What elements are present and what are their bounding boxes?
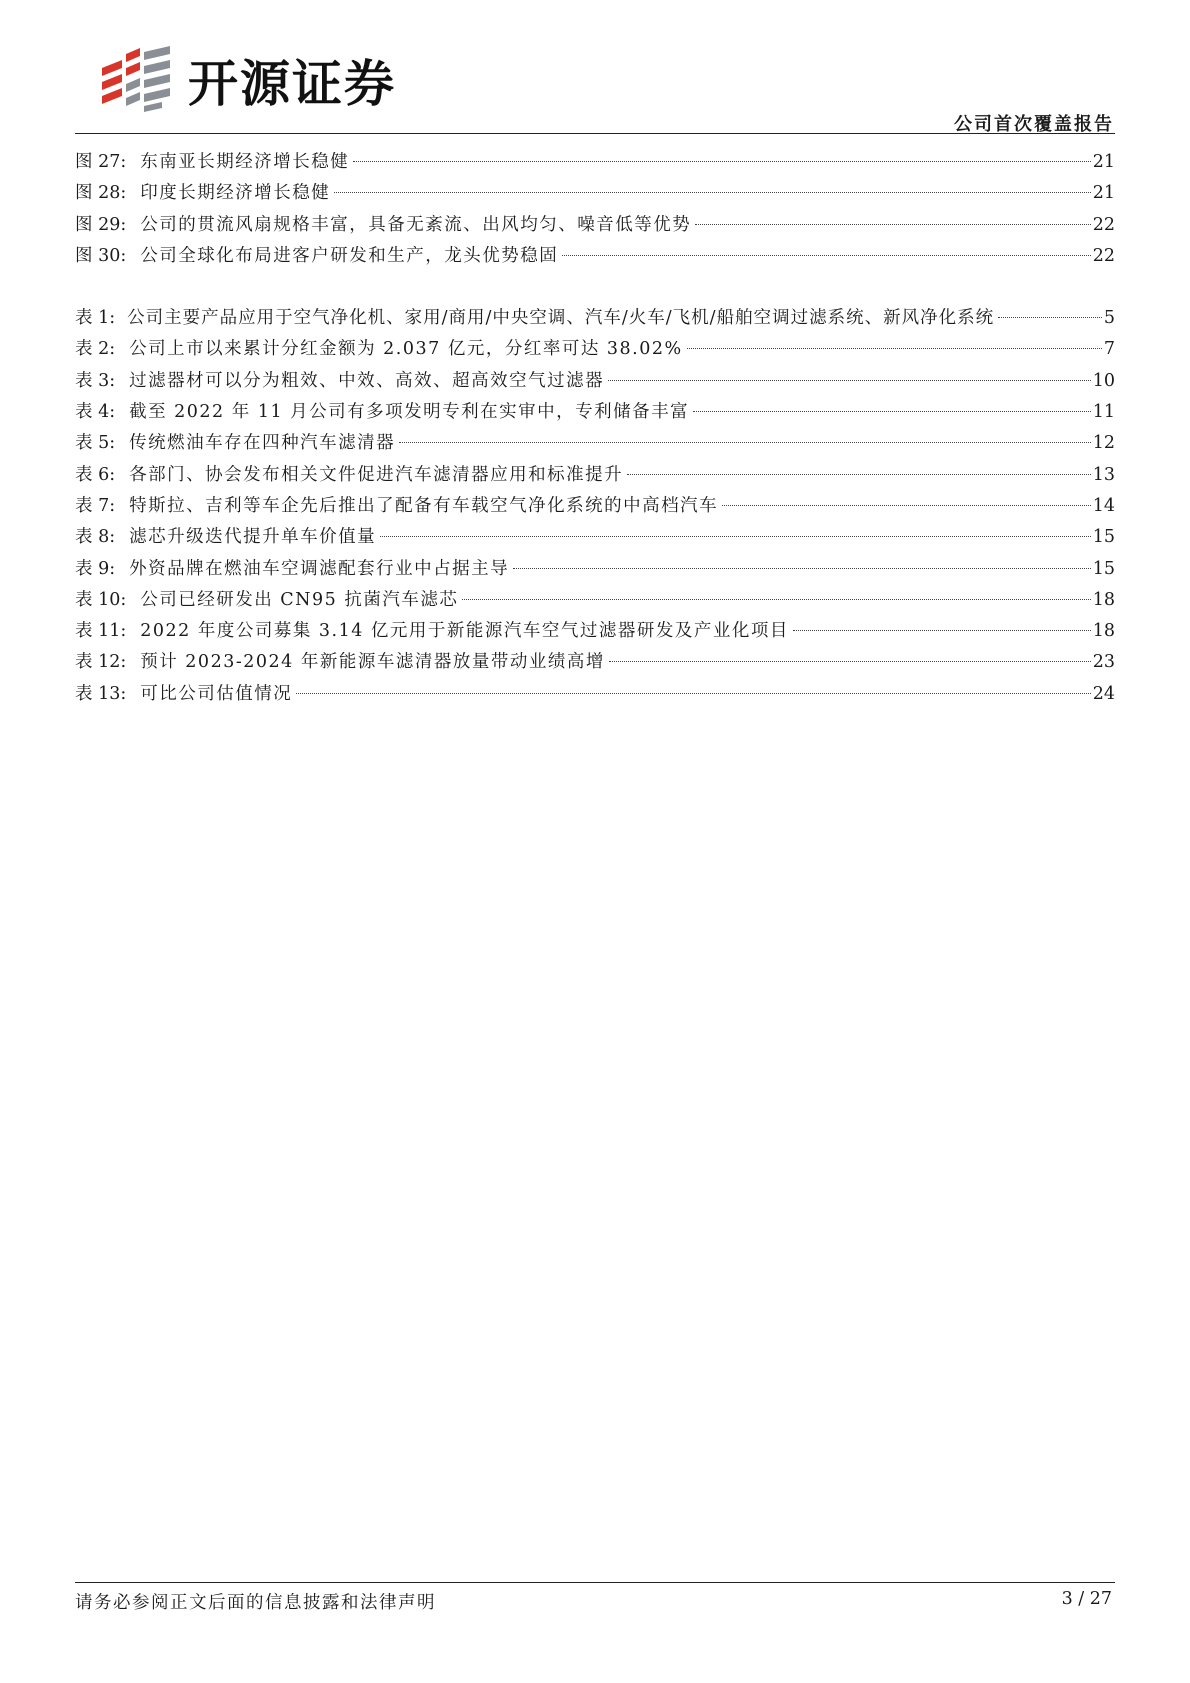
toc-entry-label: 表 3: [75, 370, 116, 391]
toc-entry-title: 公司上市以来累计分红金额为 2.037 亿元，分红率可达 38.02% [129, 339, 683, 360]
brand-name: 开源证券 [188, 55, 396, 113]
toc-entry-title: 2022 年度公司募集 3.14 亿元用于新能源汽车空气过滤器研发及产业化项目 [140, 621, 789, 642]
toc-entry-title: 各部门、协会发布相关文件促进汽车滤清器应用和标准提升 [129, 464, 624, 485]
toc-entry-table-10[interactable] [75, 586, 1115, 617]
toc-entry-page: 5 [1103, 308, 1115, 329]
toc-entry-page: 18 [1092, 589, 1115, 610]
toc-entry-label: 表 6: [75, 464, 116, 485]
toc-entry-page: 12 [1092, 433, 1115, 454]
toc-entry-label: 表 9: [75, 558, 116, 579]
toc-entry-label: 图 27: [75, 152, 127, 172]
toc-leader-dots [296, 693, 1090, 694]
toc-entry-page: 13 [1092, 464, 1115, 485]
toc-entry-figure-28[interactable] [75, 179, 1115, 210]
footer-disclaimer: 请务必参阅正文后面的信息披露和法律声明 [75, 1593, 436, 1613]
toc-entry-title: 公司已经研发出 CN95 抗菌汽车滤芯 [140, 589, 459, 610]
toc-entry-title: 截至 2022 年 11 月公司有多项发明专利在实审中，专利储备丰富 [129, 402, 690, 423]
toc-leader-dots [353, 161, 1090, 162]
toc-leader-dots [334, 192, 1090, 193]
header-divider [75, 133, 1115, 134]
toc-entry-title: 印度长期经济增长稳健 [140, 183, 331, 204]
toc-entry-title: 公司的贯流风扇规格丰富，具备无紊流、出风均匀、噪音低等优势 [140, 214, 692, 235]
toc-entry-title: 滤芯升级迭代提升单车价值量 [129, 527, 377, 548]
toc-entry-table-7[interactable] [75, 492, 1115, 523]
toc-entry-table-12[interactable] [75, 648, 1115, 679]
toc-leader-dots [998, 317, 1102, 318]
toc-entry-page: 21 [1092, 183, 1115, 204]
table-list [75, 304, 1115, 711]
toc-entry-title: 东南亚长期经济增长稳健 [140, 152, 350, 172]
toc-entry-table-6[interactable] [75, 461, 1115, 492]
toc-entry-label: 表 4: [75, 402, 116, 423]
toc-entry-label: 图 30: [75, 245, 127, 266]
toc-entry-page: 15 [1092, 558, 1115, 579]
toc-entry-figure-27[interactable] [75, 148, 1115, 179]
report-type-label: 公司首次覆盖报告 [954, 114, 1114, 135]
toc-entry-table-4[interactable] [75, 398, 1115, 429]
toc-entry-table-9[interactable] [75, 555, 1115, 586]
toc-entry-label: 表 12: [75, 652, 127, 673]
toc-entry-page: 22 [1092, 245, 1115, 266]
toc-entry-page: 15 [1092, 527, 1115, 548]
toc-leader-dots [695, 224, 1090, 225]
toc-entry-page: 24 [1092, 683, 1115, 704]
toc-leader-dots [687, 348, 1102, 349]
toc-entry-page: 23 [1092, 652, 1115, 673]
toc-entry-title: 预计 2023-2024 年新能源车滤清器放量带动业绩高增 [140, 652, 605, 673]
toc-leader-dots [627, 474, 1091, 475]
toc-entry-table-8[interactable] [75, 523, 1115, 554]
toc-entry-table-11[interactable] [75, 617, 1115, 648]
figure-list [75, 148, 1115, 273]
toc-entry-figure-29[interactable] [75, 211, 1115, 242]
footer-divider [75, 1582, 1115, 1583]
toc-entry-title: 公司主要产品应用于空气净化机、家用/商用/中央空调、汽车/火车/飞机/船舶空调过滤系统、新风净化系统 [127, 308, 995, 329]
toc-entry-page: 14 [1092, 495, 1115, 516]
toc-leader-dots [693, 411, 1091, 412]
toc-entry-title: 可比公司估值情况 [140, 683, 293, 704]
toc-leader-dots [609, 661, 1091, 662]
toc-entry-label: 表 13: [75, 683, 127, 704]
toc-leader-dots [562, 255, 1090, 256]
toc-entry-title: 过滤器材可以分为粗效、中效、高效、超高效空气过滤器 [129, 370, 605, 391]
table-of-contents [75, 148, 1115, 711]
toc-entry-title: 外资品牌在燃油车空调滤配套行业中占据主导 [129, 558, 510, 579]
toc-entry-page: 22 [1092, 214, 1115, 235]
toc-leader-dots [722, 505, 1091, 506]
toc-entry-page: 11 [1092, 402, 1115, 423]
toc-entry-label: 表 7: [75, 495, 116, 516]
toc-entry-title: 特斯拉、吉利等车企先后推出了配备有车载空气净化系统的中高档汽车 [129, 495, 719, 516]
toc-leader-dots [793, 630, 1091, 631]
toc-leader-dots [380, 536, 1091, 537]
toc-entry-table-2[interactable] [75, 335, 1115, 366]
toc-entry-figure-30[interactable] [75, 242, 1115, 273]
brand-logo [100, 44, 396, 116]
toc-entry-label: 表 11: [75, 621, 127, 642]
kaiyuan-securities-logo-icon [100, 46, 176, 114]
toc-entry-page: 10 [1092, 370, 1115, 391]
toc-entry-page: 7 [1103, 339, 1115, 360]
toc-leader-dots [462, 599, 1090, 600]
toc-leader-dots [513, 568, 1091, 569]
toc-entry-label: 表 2: [75, 339, 116, 360]
toc-entry-label: 表 8: [75, 527, 116, 548]
toc-entry-table-5[interactable] [75, 429, 1115, 460]
toc-entry-table-3[interactable] [75, 367, 1115, 398]
toc-entry-title: 公司全球化布局进客户研发和生产，龙头优势稳固 [140, 245, 559, 266]
toc-entry-table-13[interactable] [75, 680, 1115, 711]
toc-entry-label: 图 28: [75, 183, 127, 204]
toc-entry-label: 表 1: [75, 308, 116, 329]
toc-leader-dots [608, 380, 1091, 381]
page-header [0, 0, 1190, 140]
toc-entry-page: 18 [1092, 621, 1115, 642]
toc-entry-title: 传统燃油车存在四种汽车滤清器 [129, 433, 396, 454]
section-spacer [75, 273, 1115, 304]
toc-entry-label: 图 29: [75, 214, 127, 235]
toc-entry-table-1[interactable] [75, 304, 1115, 335]
toc-leader-dots [399, 442, 1091, 443]
toc-entry-label: 表 5: [75, 433, 116, 454]
page-number: 3 / 27 [1061, 1589, 1112, 1609]
toc-entry-label: 表 10: [75, 589, 127, 610]
toc-entry-page: 21 [1092, 152, 1115, 172]
